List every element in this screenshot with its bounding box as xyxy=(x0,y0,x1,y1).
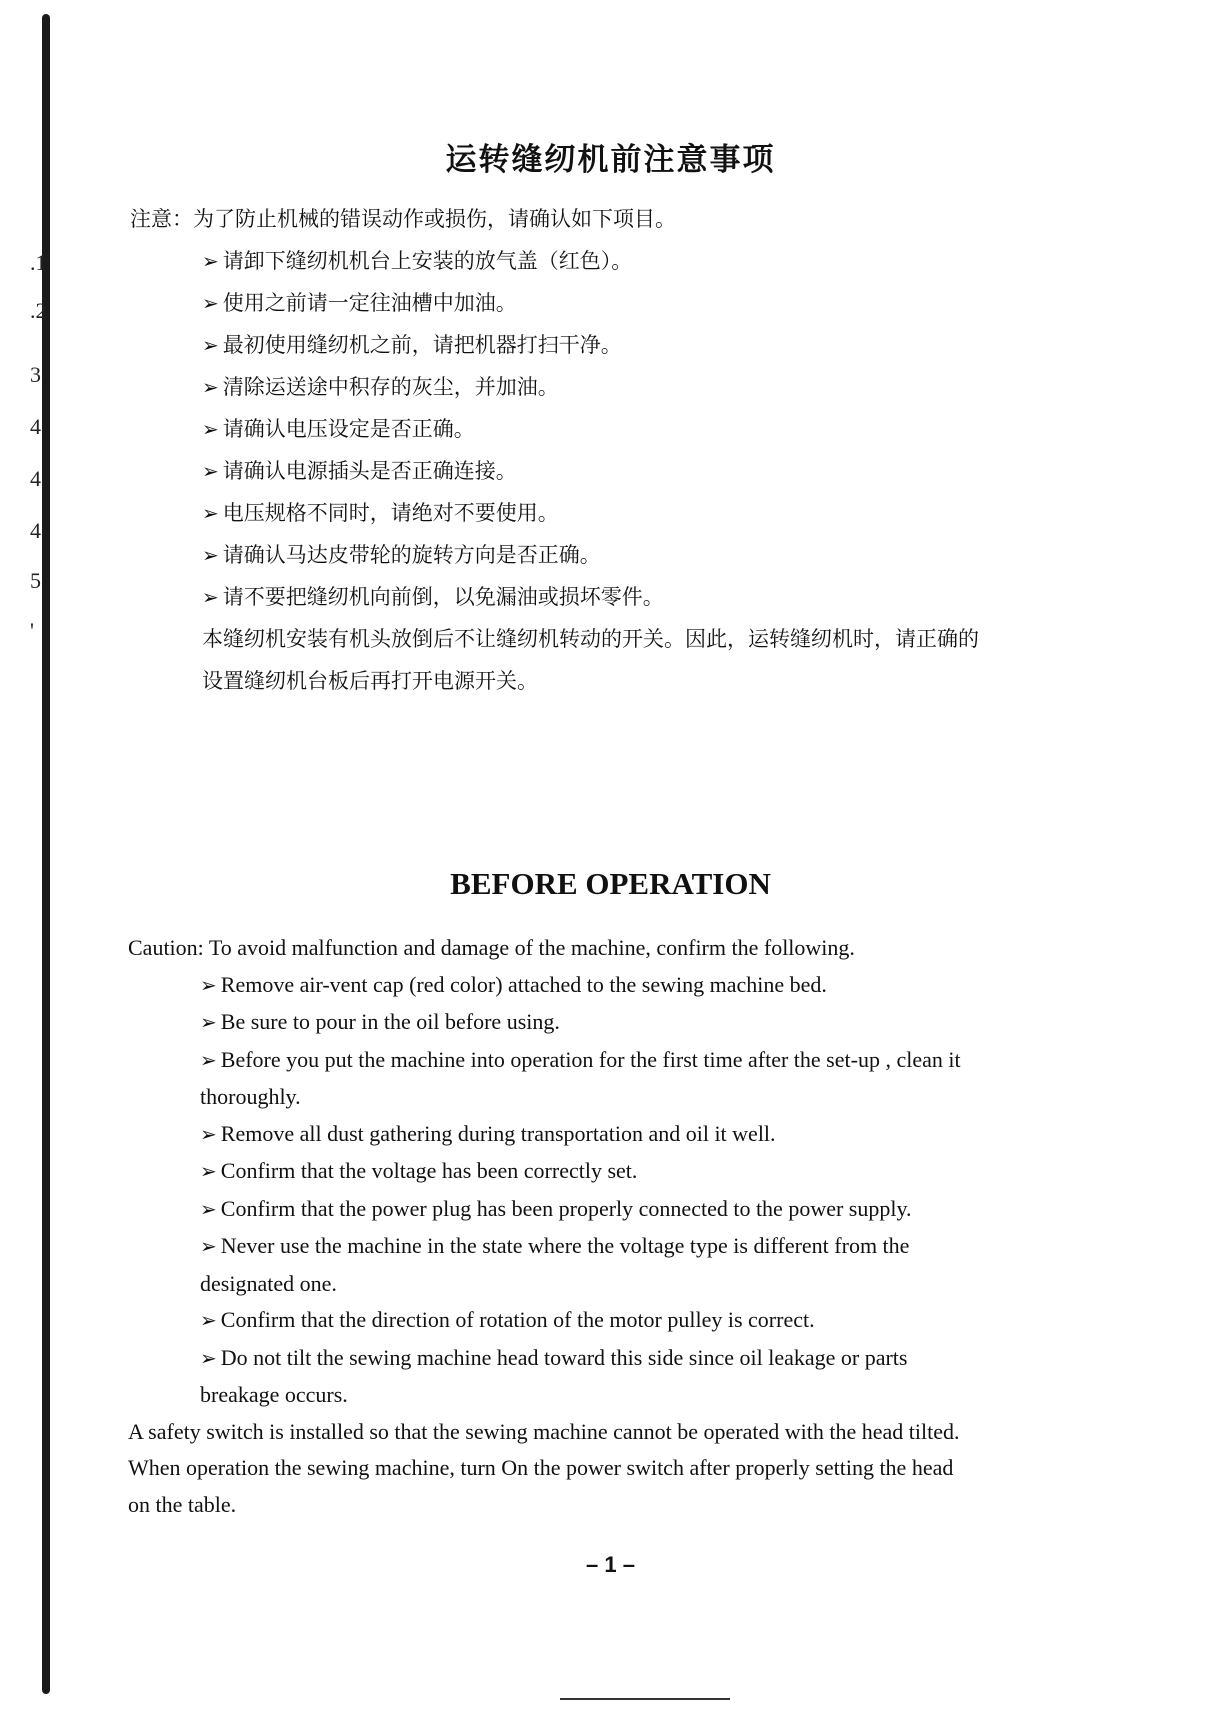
en-note: When operation the sewing machine, turn On the power switch after properly setting the head xyxy=(128,1455,954,1480)
margin-mark: .1 xyxy=(30,250,47,275)
margin-mark: 4 xyxy=(30,414,41,439)
en-list-item: ➢ Never use the machine in the state where the voltage type is different from the xyxy=(200,1233,910,1258)
en-title: BEFORE OPERATION xyxy=(450,866,771,901)
en-list-item-continued: thoroughly. xyxy=(200,1084,301,1109)
arrow-bullet-icon: ➢ xyxy=(202,501,219,525)
zh-note: 本缝纫机安装有机头放倒后不让缝纫机转动的开关。因此，运转缝纫机时，请正确的 xyxy=(202,627,979,651)
arrow-bullet-icon: ➢ xyxy=(200,1198,217,1221)
en-list-item-continued: breakage occurs. xyxy=(200,1382,348,1407)
zh-list-item: ➢ 请确认电源插头是否正确连接。 xyxy=(202,459,517,483)
en-list-item: ➢ Be sure to pour in the oil before using. xyxy=(200,1009,560,1034)
en-list-item: ➢ Confirm that the power plug has been properly connected to the power supply. xyxy=(200,1195,912,1221)
zh-note: 设置缝纫机台板后再打开电源开关。 xyxy=(202,669,538,693)
arrow-bullet-icon: ➢ xyxy=(200,1049,217,1072)
en-list-item: ➢ Remove all dust gathering during transportation and oil it well. xyxy=(200,1120,776,1146)
zh-list-item: ➢ 使用之前请一定往油槽中加油。 xyxy=(202,291,517,315)
arrow-bullet-icon: ➢ xyxy=(202,585,219,609)
arrow-bullet-icon: ➢ xyxy=(202,459,219,483)
arrow-bullet-icon: ➢ xyxy=(202,543,219,567)
zh-list-item: ➢ 最初使用缝纫机之前，请把机器打扫干净。 xyxy=(202,333,622,357)
en-caution: Caution: To avoid malfunction and damage of the machine, confirm the following. xyxy=(128,935,855,960)
zh-list-item: ➢ 电压规格不同时，请绝对不要使用。 xyxy=(202,501,559,525)
en-list-item-continued: designated one. xyxy=(200,1270,337,1296)
margin-mark: 3 xyxy=(30,362,41,387)
zh-section xyxy=(130,198,1130,702)
zh-caution: 注意：为了防止机械的错误动作或损伤，请确认如下项目。 xyxy=(130,207,676,231)
en-note: A safety switch is installed so that the sewing machine cannot be operated with the head tilted. xyxy=(128,1418,960,1444)
margin-mark: 4 xyxy=(30,518,41,543)
zh-list-item: ➢ 请卸下缝纫机机台上安装的放气盖（红色）。 xyxy=(202,249,633,273)
en-section xyxy=(128,930,1118,1523)
en-list-item: ➢ Before you put the machine into operation for the first time after the set-up , clean it xyxy=(200,1046,961,1072)
arrow-bullet-icon: ➢ xyxy=(202,375,219,399)
zh-list-item: ➢ 请确认马达皮带轮的旋转方向是否正确。 xyxy=(202,543,601,567)
margin-mark: 4 xyxy=(30,466,41,491)
arrow-bullet-icon: ➢ xyxy=(200,1161,217,1183)
arrow-bullet-icon: ➢ xyxy=(200,1123,217,1146)
bottom-rule xyxy=(560,1698,730,1700)
arrow-bullet-icon: ➢ xyxy=(200,1012,217,1034)
arrow-bullet-icon: ➢ xyxy=(200,1310,217,1332)
arrow-bullet-icon: ➢ xyxy=(202,291,219,315)
en-list-item: ➢ Confirm that the voltage has been correctly set. xyxy=(200,1158,638,1183)
arrow-bullet-icon: ➢ xyxy=(202,417,219,441)
margin-mark: ' xyxy=(30,618,34,643)
arrow-bullet-icon: ➢ xyxy=(202,249,219,273)
zh-list-item: ➢ 请确认电压设定是否正确。 xyxy=(202,417,475,441)
en-list-item: ➢ Confirm that the direction of rotation of the motor pulley is correct. xyxy=(200,1307,815,1332)
en-list-item: ➢ Remove air-vent cap (red color) attached to the sewing machine bed. xyxy=(200,971,827,997)
zh-title: 运转缝纫机前注意事项 xyxy=(445,142,776,178)
zh-list-item: ➢ 请不要把缝纫机向前倒，以免漏油或损坏零件。 xyxy=(202,585,664,609)
margin-mark: .2 xyxy=(30,298,47,323)
arrow-bullet-icon: ➢ xyxy=(202,333,219,357)
arrow-bullet-icon: ➢ xyxy=(200,1236,217,1258)
arrow-bullet-icon: ➢ xyxy=(200,974,217,997)
arrow-bullet-icon: ➢ xyxy=(200,1347,217,1370)
page-number: – 1 – xyxy=(586,1552,635,1577)
zh-list-item: ➢ 清除运送途中积存的灰尘，并加油。 xyxy=(202,375,559,399)
margin-mark: 5 xyxy=(30,568,41,593)
en-note: on the table. xyxy=(128,1491,237,1517)
en-list-item: ➢ Do not tilt the sewing machine head toward this side since oil leakage or parts xyxy=(200,1344,908,1370)
